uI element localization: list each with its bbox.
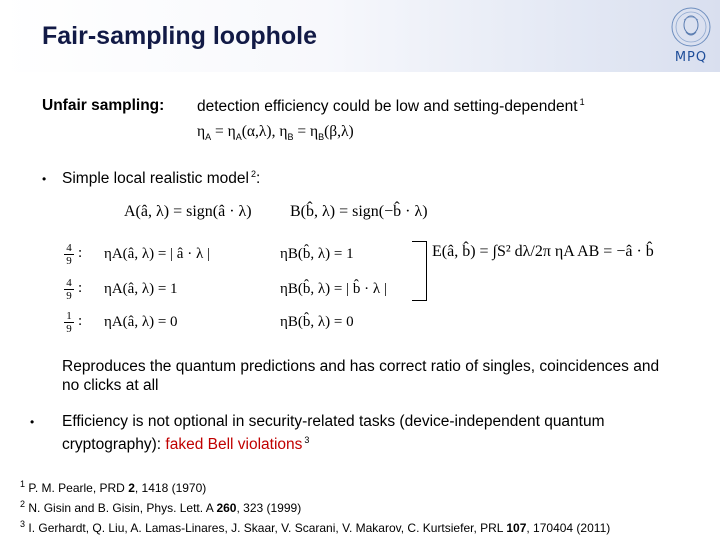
bullet-text: Efficiency is not optional in security-related tasks (device-independent quantum cryptography): (62, 413, 605, 454)
unfair-description (197, 97, 585, 116)
ref-rest: , 170404 (2011) (526, 521, 611, 535)
reproduces-text: Reproduces the quantum predictions and has correct ratio of singles, coincidences and no clicks at all (62, 358, 660, 394)
ref-num: 1 (20, 479, 26, 489)
mpq-logo (668, 6, 714, 68)
frac-num: 4 (66, 277, 72, 289)
eq-part: η (197, 123, 206, 140)
etaA-row-2: ηA(â, λ) = 1 (104, 281, 178, 297)
frac-num: 1 (66, 310, 72, 322)
reference-item (20, 476, 710, 496)
eq-part: (α,λ), η (241, 123, 288, 140)
bullet-local-model (62, 169, 260, 188)
eq-sub: A (205, 132, 212, 143)
bullet-efficiency (62, 412, 662, 454)
bullet-text: Simple local realistic model (62, 170, 249, 188)
faked-bell-highlight: faked Bell violations (165, 436, 303, 454)
etaB-row-2: ηB(b̂, λ) = | b̂ · λ | (280, 281, 387, 297)
slide-title: Fair-sampling loophole (42, 22, 318, 50)
fraction-row-3 (64, 311, 74, 334)
unfair-desc-text: detection efficiency could be low and setting-dependent (197, 98, 578, 116)
mpq-seal-icon (668, 6, 714, 50)
frac-den: 9 (66, 290, 72, 302)
bullet-dot: • (30, 415, 35, 429)
eq-sub: B (318, 132, 325, 143)
fraction-row-2 (64, 278, 74, 301)
unfair-label: Unfair sampling: (42, 97, 165, 114)
footnote-ref-2: 2 (250, 169, 256, 179)
bullet-suffix: : (255, 170, 261, 188)
frac-den: 9 (66, 323, 72, 335)
eq-sub: A (235, 132, 242, 143)
ref-rest: , 323 (1999) (236, 501, 302, 515)
etaA-row-1: ηA(â, λ) = | â · λ | (104, 246, 210, 262)
frac-num: 4 (66, 242, 72, 254)
ref-volume: 107 (506, 521, 527, 535)
reference-item (20, 516, 710, 536)
etaA-row-3: ηA(â, λ) = 0 (104, 314, 178, 330)
reference-item (20, 496, 710, 516)
logo-text: MPQ (674, 50, 708, 65)
ref-num: 2 (20, 499, 26, 509)
row-colon: : (78, 313, 83, 329)
eq-part: (β,λ) (324, 123, 354, 140)
eq-part: = η (293, 123, 319, 140)
row-colon: : (78, 245, 83, 261)
references (20, 476, 710, 536)
title-bar (0, 0, 720, 72)
ref-volume: 2 (128, 481, 135, 495)
ref-num: 3 (20, 519, 26, 529)
ref-rest: , 1418 (1970) (134, 481, 207, 495)
ref-text: P. M. Pearle, PRD (28, 481, 129, 495)
frac-den: 9 (66, 255, 72, 267)
row-colon: : (78, 280, 83, 296)
eq-part: = η (211, 123, 236, 140)
fraction-row-1 (64, 243, 74, 266)
etaB-row-3: ηB(b̂, λ) = 0 (280, 314, 354, 330)
correlation-result: E(â, b̂) = ∫S² dλ/2π ηA AB = −â · b̂ (432, 243, 654, 260)
bracket (412, 241, 427, 301)
ref-text: I. Gerhardt, Q. Liu, A. Lamas-Linares, J. Skaar, V. Scarani, V. Makarov, C. Kurtsiefer, PRL (28, 521, 507, 535)
model-B-definition: B(b̂, λ) = sign(−b̂ · λ) (290, 203, 428, 220)
eq-sub: B (287, 132, 294, 143)
ref-volume: 260 (216, 501, 237, 515)
bullet-dot: • (42, 172, 47, 186)
model-A-definition: A(â, λ) = sign(â · λ) (124, 203, 252, 220)
footnote-ref-3: 3 (304, 435, 310, 445)
efficiency-equation (197, 123, 354, 142)
ref-text: N. Gisin and B. Gisin, Phys. Lett. A (28, 501, 217, 515)
footnote-ref-1: 1 (579, 97, 585, 107)
etaB-row-1: ηB(b̂, λ) = 1 (280, 246, 354, 262)
